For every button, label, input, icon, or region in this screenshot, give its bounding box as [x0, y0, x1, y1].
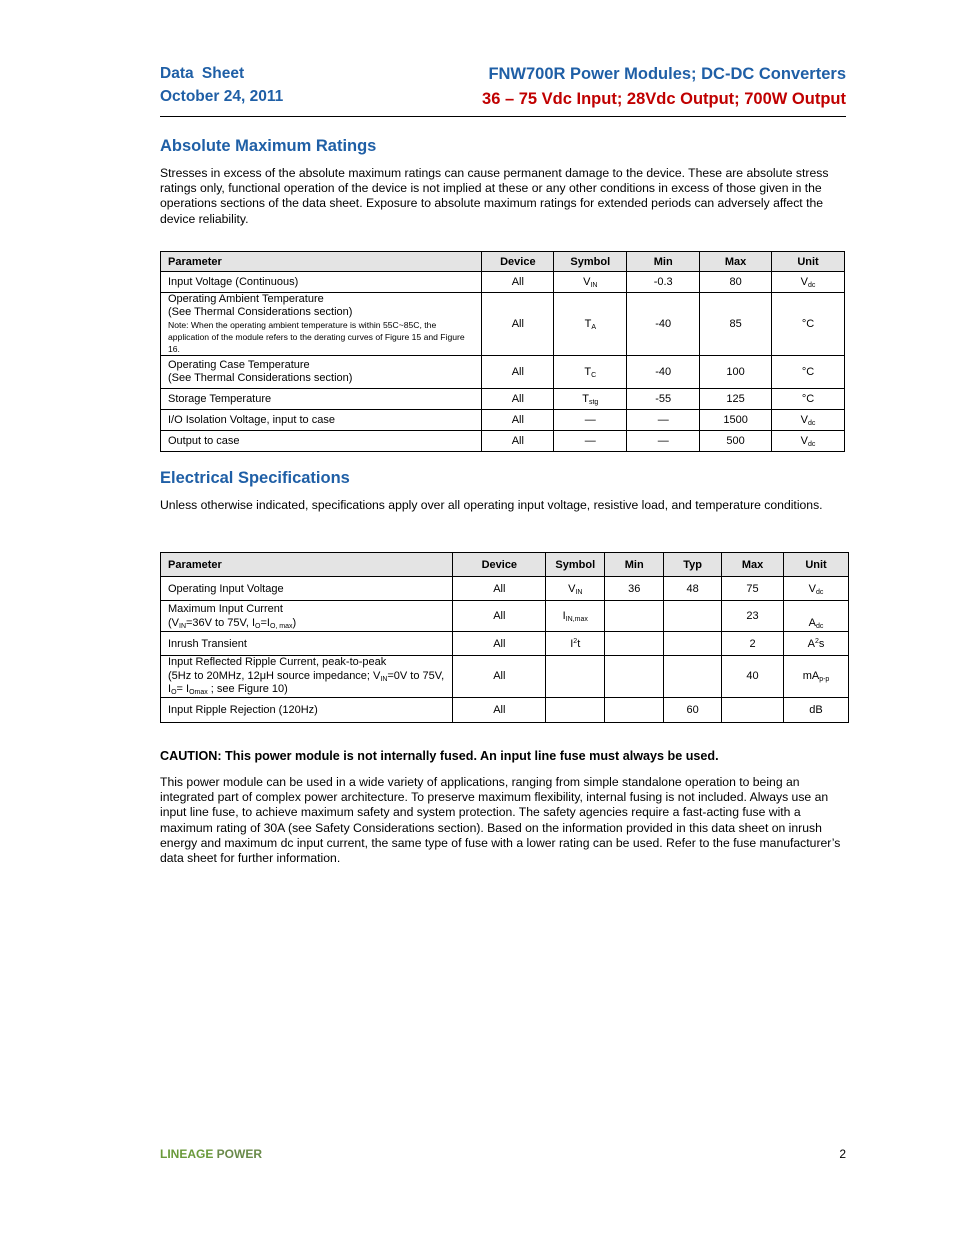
unit-text: A [808, 617, 816, 629]
typ-cell: 60 [664, 697, 722, 722]
unit-text: V [800, 276, 808, 288]
unit-cell [784, 601, 849, 632]
max-cell: 23 [722, 601, 784, 632]
unit-sub: p-p [819, 676, 830, 684]
device-cell: All [482, 356, 554, 389]
param-text: =I [260, 617, 270, 629]
symbol-text: I [562, 610, 566, 622]
min-cell: -55 [627, 389, 700, 410]
electrical-spec-table [160, 552, 849, 723]
param-cell: Output to case [161, 431, 482, 452]
param-line [168, 670, 445, 697]
param-sub: Omax [189, 689, 208, 696]
unit-sup: 2 [814, 637, 819, 645]
caution-text: This power module can be used in a wide variety of applications, ranging from simple standalone operation to being an integrated part of complex power architecture. To preserve maximum flexibility, internal fusing is not included. Always use an input line fuse, to achieve maximum safety and system protection. The safety agencies require a fast-acting fuse with a maximum rating of 30A (see Safety Considerations section). Based on the information provided in this data sheet on inrush energy and maximum dc input current, the same type of fuse with a lower rating can be used. Refer to the fuse manufacturer’s data sheet for further information. [160, 775, 841, 866]
symbol-text: T [584, 366, 592, 378]
col-header: Max [722, 553, 784, 577]
abs-max-table [160, 251, 845, 452]
typ-cell [664, 656, 722, 698]
unit-sub: dc [807, 441, 816, 448]
unit-text: A [807, 637, 815, 650]
param-note: Note: When the operating ambient temperature is within 55C~85C, the application of the module refers to the derating curves of Figure 15 and Figure 16. [168, 320, 465, 354]
symbol-cell [554, 389, 627, 410]
col-header: Device [453, 553, 546, 577]
param-sub: O, max [269, 623, 293, 630]
symbol-cell [554, 293, 627, 356]
col-header: Min [627, 252, 700, 272]
device-cell: All [453, 577, 546, 601]
symbol-text: V [583, 276, 591, 288]
device-cell: All [482, 431, 554, 452]
unit-cell [772, 431, 845, 452]
param-text: ; see Figure 10) [207, 683, 288, 695]
param-text: ) [292, 617, 297, 629]
max-cell: 40 [722, 656, 784, 698]
unit-sub: dc [807, 282, 816, 289]
max-cell: 85 [700, 293, 772, 356]
param-line: Operating Case Temperature [168, 359, 310, 371]
param-cell: Operating Input Voltage [161, 577, 453, 601]
unit-cell [772, 272, 845, 293]
param-line: Input Reflected Ripple Current, peak-to-peak [168, 656, 387, 668]
table-row [161, 431, 845, 452]
col-header: Max [700, 252, 772, 272]
typ-cell [664, 601, 722, 632]
unit-cell [772, 410, 845, 431]
device-cell: All [482, 272, 554, 293]
max-cell: 500 [700, 431, 772, 452]
page-number: 2 [839, 1147, 846, 1161]
device-cell: All [482, 389, 554, 410]
typ-cell: 48 [664, 577, 722, 601]
param-cell: Storage Temperature [161, 389, 482, 410]
param-line [168, 616, 445, 630]
min-cell [605, 632, 664, 656]
unit-tail: s [818, 637, 825, 650]
table-row [161, 697, 849, 722]
param-sub: O [255, 623, 261, 630]
symbol-tail: t [577, 637, 581, 650]
param-sub: IN [380, 675, 388, 683]
param-text: =36V to 75V, I [186, 617, 256, 629]
symbol-sub: A [591, 324, 596, 331]
param-text: =0V to 75V, I [168, 669, 445, 695]
unit-sub: dc [815, 623, 824, 630]
symbol-text: V [568, 582, 576, 595]
table-row [161, 577, 849, 601]
symbol-cell: — [554, 410, 627, 431]
min-cell: 36 [605, 577, 664, 601]
unit-cell [784, 656, 849, 698]
param-cell: Inrush Transient [161, 632, 453, 656]
unit-text: V [800, 435, 808, 447]
elec-intro: Unless otherwise indicated, specifications apply over all operating input voltage, resistive load, and temperature conditions. [160, 498, 823, 512]
param-line: Operating Ambient Temperature [168, 293, 324, 305]
col-header: Symbol [546, 553, 605, 577]
param-cell [161, 293, 482, 356]
footer-brand [160, 1147, 262, 1161]
col-header: Parameter [161, 252, 482, 272]
unit-cell [784, 577, 849, 601]
param-cell [161, 356, 482, 389]
max-cell: 75 [722, 577, 784, 601]
symbol-sub: C [591, 372, 597, 379]
param-line: (See Thermal Considerations section) [168, 306, 353, 318]
min-cell [605, 656, 664, 698]
min-cell: -40 [627, 293, 700, 356]
symbol-sub: IN,max [565, 616, 588, 623]
doc-title: FNW700R Power Modules; DC-DC Converters [488, 65, 846, 83]
abs-intro: Stresses in excess of the absolute maximum ratings can cause permanent damage to the device. These are absolute stress ratings only, functional operation of the device is not implied at these or any other conditions in excess of those given in the operations sections of the data sheet. Exposure to absolute maximum ratings for extended periods can adversely affect the device reliability. [160, 166, 829, 226]
param-text: (V [168, 617, 179, 629]
doc-date: October 24, 2011 [160, 88, 284, 105]
brand-lineage: LINEAGE [160, 1147, 214, 1161]
device-cell: All [453, 601, 546, 632]
col-header: Unit [784, 553, 849, 577]
table-header-row [161, 553, 849, 577]
col-header: Symbol [554, 252, 627, 272]
max-cell: 100 [700, 356, 772, 389]
symbol-cell: — [554, 431, 627, 452]
min-cell [605, 697, 664, 722]
col-header: Device [482, 252, 554, 272]
param-line: (See Thermal Considerations section) [168, 372, 353, 384]
symbol-cell [546, 656, 605, 698]
unit-cell [784, 632, 849, 656]
doc-type: Data Sheet [160, 65, 245, 82]
unit-cell: dB [784, 697, 849, 722]
max-cell: 1500 [700, 410, 772, 431]
table-row [161, 356, 845, 389]
brand-power: POWER [213, 1147, 263, 1161]
symbol-text: I [570, 637, 574, 650]
param-cell: Input Ripple Rejection (120Hz) [161, 697, 453, 722]
symbol-cell [554, 356, 627, 389]
symbol-cell [546, 601, 605, 632]
symbol-cell [546, 697, 605, 722]
symbol-cell [546, 577, 605, 601]
max-cell: 2 [722, 632, 784, 656]
unit-cell: °C [772, 356, 845, 389]
table-row [161, 293, 845, 356]
max-cell [722, 697, 784, 722]
unit-text: V [800, 414, 808, 426]
symbol-sub: stg [588, 399, 599, 406]
symbol-text: T [584, 318, 592, 330]
device-cell: All [482, 410, 554, 431]
param-text: = I [176, 683, 190, 695]
param-cell: I/O Isolation Voltage, input to case [161, 410, 482, 431]
document-header-right [482, 62, 846, 112]
col-header: Min [605, 553, 664, 577]
min-cell: — [627, 431, 700, 452]
symbol-sub: IN [590, 282, 598, 289]
device-cell: All [453, 697, 546, 722]
unit-sub: dc [815, 588, 824, 596]
param-sub: IN [179, 623, 186, 630]
max-cell: 125 [700, 389, 772, 410]
min-cell [605, 601, 664, 632]
symbol-sub: IN [575, 588, 583, 596]
table-row [161, 632, 849, 656]
table-row [161, 656, 849, 698]
abs-heading: Absolute Maximum Ratings [160, 137, 377, 155]
col-header: Typ [664, 553, 722, 577]
symbol-cell [546, 632, 605, 656]
table-row [161, 389, 845, 410]
param-cell: Input Voltage (Continuous) [161, 272, 482, 293]
table-row [161, 410, 845, 431]
table-header-row [161, 252, 845, 272]
unit-cell: °C [772, 389, 845, 410]
param-cell [161, 601, 453, 632]
min-cell: — [627, 410, 700, 431]
min-cell: -0.3 [627, 272, 700, 293]
elec-heading: Electrical Specifications [160, 469, 350, 487]
col-header: Parameter [161, 553, 453, 577]
param-line: Maximum Input Current [168, 603, 283, 615]
device-cell: All [453, 656, 546, 698]
unit-text: mA [802, 670, 820, 683]
table-row [161, 601, 849, 632]
symbol-text: T [582, 393, 589, 405]
symbol-cell [554, 272, 627, 293]
device-cell: All [482, 293, 554, 356]
unit-sub: dc [807, 420, 816, 427]
caution-heading: CAUTION: This power module is not internally fused. An input line fuse must always be used. [160, 749, 719, 763]
header-rule [160, 116, 846, 117]
max-cell: 80 [700, 272, 772, 293]
param-cell [161, 656, 453, 698]
param-sub: O [171, 689, 177, 696]
param-text: (5Hz to 20MHz, 12μH source impedance; V [168, 669, 381, 682]
unit-cell: °C [772, 293, 845, 356]
table-row [161, 272, 845, 293]
document-header-left [160, 62, 283, 108]
symbol-sup: 2 [573, 637, 578, 645]
unit-text: V [808, 582, 816, 595]
col-header: Unit [772, 252, 845, 272]
doc-subtitle: 36 – 75 Vdc Input; 28Vdc Output; 700W Output [482, 90, 846, 108]
min-cell: -40 [627, 356, 700, 389]
device-cell: All [453, 632, 546, 656]
typ-cell [664, 632, 722, 656]
